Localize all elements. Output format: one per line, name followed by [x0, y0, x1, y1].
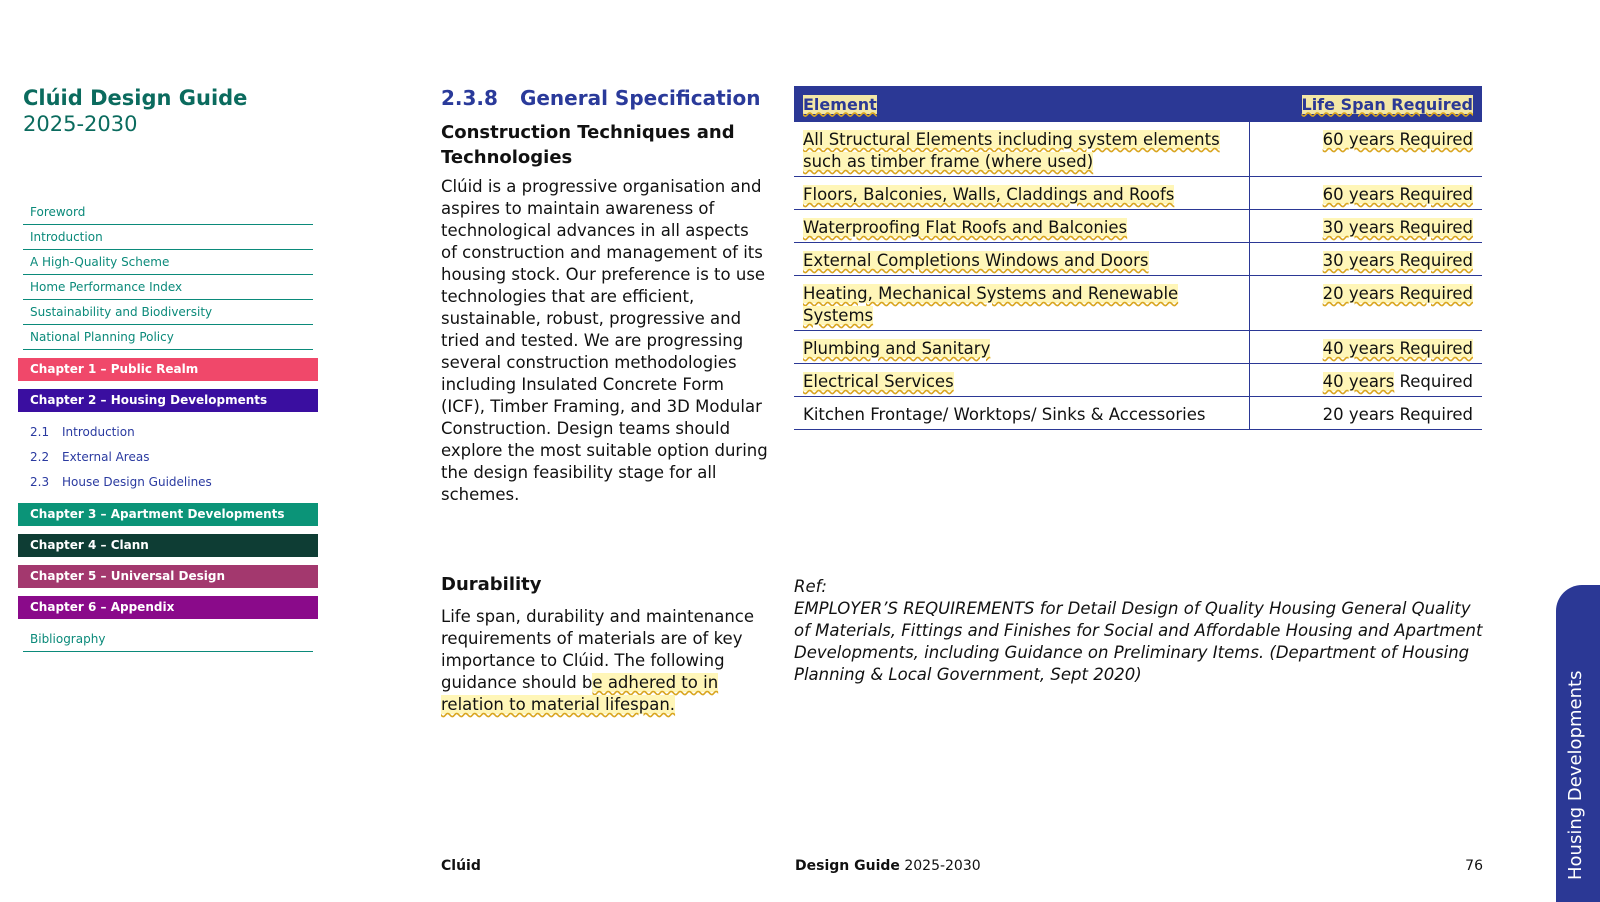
brand-years: 2025-2030 [23, 112, 138, 136]
nav-chapter-5[interactable]: Chapter 5 – Universal Design [18, 565, 318, 588]
cell-element: Floors, Balconies, Walls, Claddings and Roofs [794, 177, 1250, 210]
header-element: Element [794, 86, 1250, 122]
durability-text: Life span, durability and maintenance requirements of materials are of key importance to Clúid. The following guidance should b [441, 607, 755, 692]
nav-sub-label: Introduction [62, 425, 135, 439]
page-number: 76 [1465, 858, 1483, 874]
table-row [794, 243, 1482, 276]
table-row [794, 397, 1482, 430]
sidebar-nav [18, 200, 318, 652]
cell-element: Electrical Services [794, 364, 1250, 397]
durability-heading: Durability [441, 574, 542, 595]
cell-element: Kitchen Frontage/ Worktops/ Sinks & Accessories [794, 397, 1250, 430]
nav-sub-number: 2.2 [30, 450, 50, 464]
cell-element: Waterproofing Flat Roofs and Balconies [794, 210, 1250, 243]
nav-sub-number: 2.3 [30, 475, 50, 489]
cell-element: Plumbing and Sanitary [794, 331, 1250, 364]
cell-lifespan: 20 years Required [1250, 397, 1483, 430]
cell-lifespan: 60 years Required [1250, 122, 1483, 177]
side-tab-label: Housing Developments [1565, 670, 1586, 880]
cell-element: All Structural Elements including system elements such as timber frame (where used) [794, 122, 1250, 177]
nav-sub-2-1[interactable] [23, 420, 318, 445]
nav-chapter-4[interactable]: Chapter 4 – Clann [18, 534, 318, 557]
section-title: General Specification [519, 86, 761, 110]
nav-sub-number: 2.1 [30, 425, 50, 439]
reference-note [794, 576, 1484, 686]
footer-guide [795, 858, 981, 874]
table-row [794, 364, 1482, 397]
table-row [794, 122, 1482, 177]
nav-bibliography[interactable]: Bibliography [23, 627, 313, 652]
nav-sub-2-2[interactable] [23, 445, 318, 470]
table-row [794, 177, 1482, 210]
footer-guide-title: Design Guide [795, 858, 900, 874]
nav-introduction[interactable]: Introduction [23, 225, 313, 250]
construction-paragraph: Clúid is a progressive organisation and aspires to maintain awareness of technological advances in all aspects of construction and management of its housing stock. Our preference is to use technologies that are efficient, sustainable, robust, progressive and tried and tested. We are progressing several construction methodologies including Insulated Concrete Form (ICF), Timber Framing, and 3D Modular Construction. Design teams should explore the most suitable option during the design feasibility stage for all schemes. [441, 177, 768, 504]
cell-lifespan: 30 years Required [1250, 243, 1483, 276]
table-row [794, 276, 1482, 331]
subheading: Construction Techniques and Technologies [441, 122, 735, 168]
lifespan-table [794, 86, 1482, 430]
nav-high-quality-scheme[interactable]: A High-Quality Scheme [23, 250, 313, 275]
brand-title: Clúid Design Guide [23, 86, 248, 110]
cell-lifespan: 40 years Required [1250, 364, 1483, 397]
nav-sub-2-3[interactable] [23, 470, 318, 495]
nav-chapter-1[interactable]: Chapter 1 – Public Realm [18, 358, 318, 381]
section-heading [441, 86, 760, 110]
header-lifespan: Life Span Required [1250, 86, 1483, 122]
nav-foreword[interactable]: Foreword [23, 200, 313, 225]
cell-lifespan: 60 years Required [1250, 177, 1483, 210]
cell-lifespan: 40 years Required [1250, 331, 1483, 364]
nav-national-planning-policy[interactable]: National Planning Policy [23, 325, 313, 350]
table-header-row [794, 86, 1482, 122]
footer-brand: Clúid [441, 858, 481, 874]
nav-chapter-2[interactable]: Chapter 2 – Housing Developments [18, 389, 318, 412]
reference-label: Ref: [794, 577, 827, 596]
footer-guide-years: 2025-2030 [899, 858, 981, 874]
nav-chapter-3[interactable]: Chapter 3 – Apartment Developments [18, 503, 318, 526]
table-row [794, 210, 1482, 243]
cell-lifespan: 20 years Required [1250, 276, 1483, 331]
nav-sustainability[interactable]: Sustainability and Biodiversity [23, 300, 313, 325]
nav-chapter-6[interactable]: Chapter 6 – Appendix [18, 596, 318, 619]
reference-text: EMPLOYER’S REQUIREMENTS for Detail Design of Quality Housing General Quality of Materials, Fittings and Finishes for Social and Affordable Housing and Apartment Developments, including Guidance on Preliminary Items. (Department of Housing Planning & Local Government, Sept 2020) [794, 599, 1483, 684]
section-number: 2.3.8 [441, 86, 498, 110]
nav-sub-label: External Areas [62, 450, 150, 464]
cell-element: Heating, Mechanical Systems and Renewable Systems [794, 276, 1250, 331]
nav-home-performance-index[interactable]: Home Performance Index [23, 275, 313, 300]
durability-paragraph [441, 606, 769, 716]
nav-sub-label: House Design Guidelines [62, 475, 212, 489]
cell-lifespan: 30 years Required [1250, 210, 1483, 243]
durability-highlight: e adhered to in relation to material lifespan. [441, 673, 719, 714]
cell-element: External Completions Windows and Doors [794, 243, 1250, 276]
table-row [794, 331, 1482, 364]
